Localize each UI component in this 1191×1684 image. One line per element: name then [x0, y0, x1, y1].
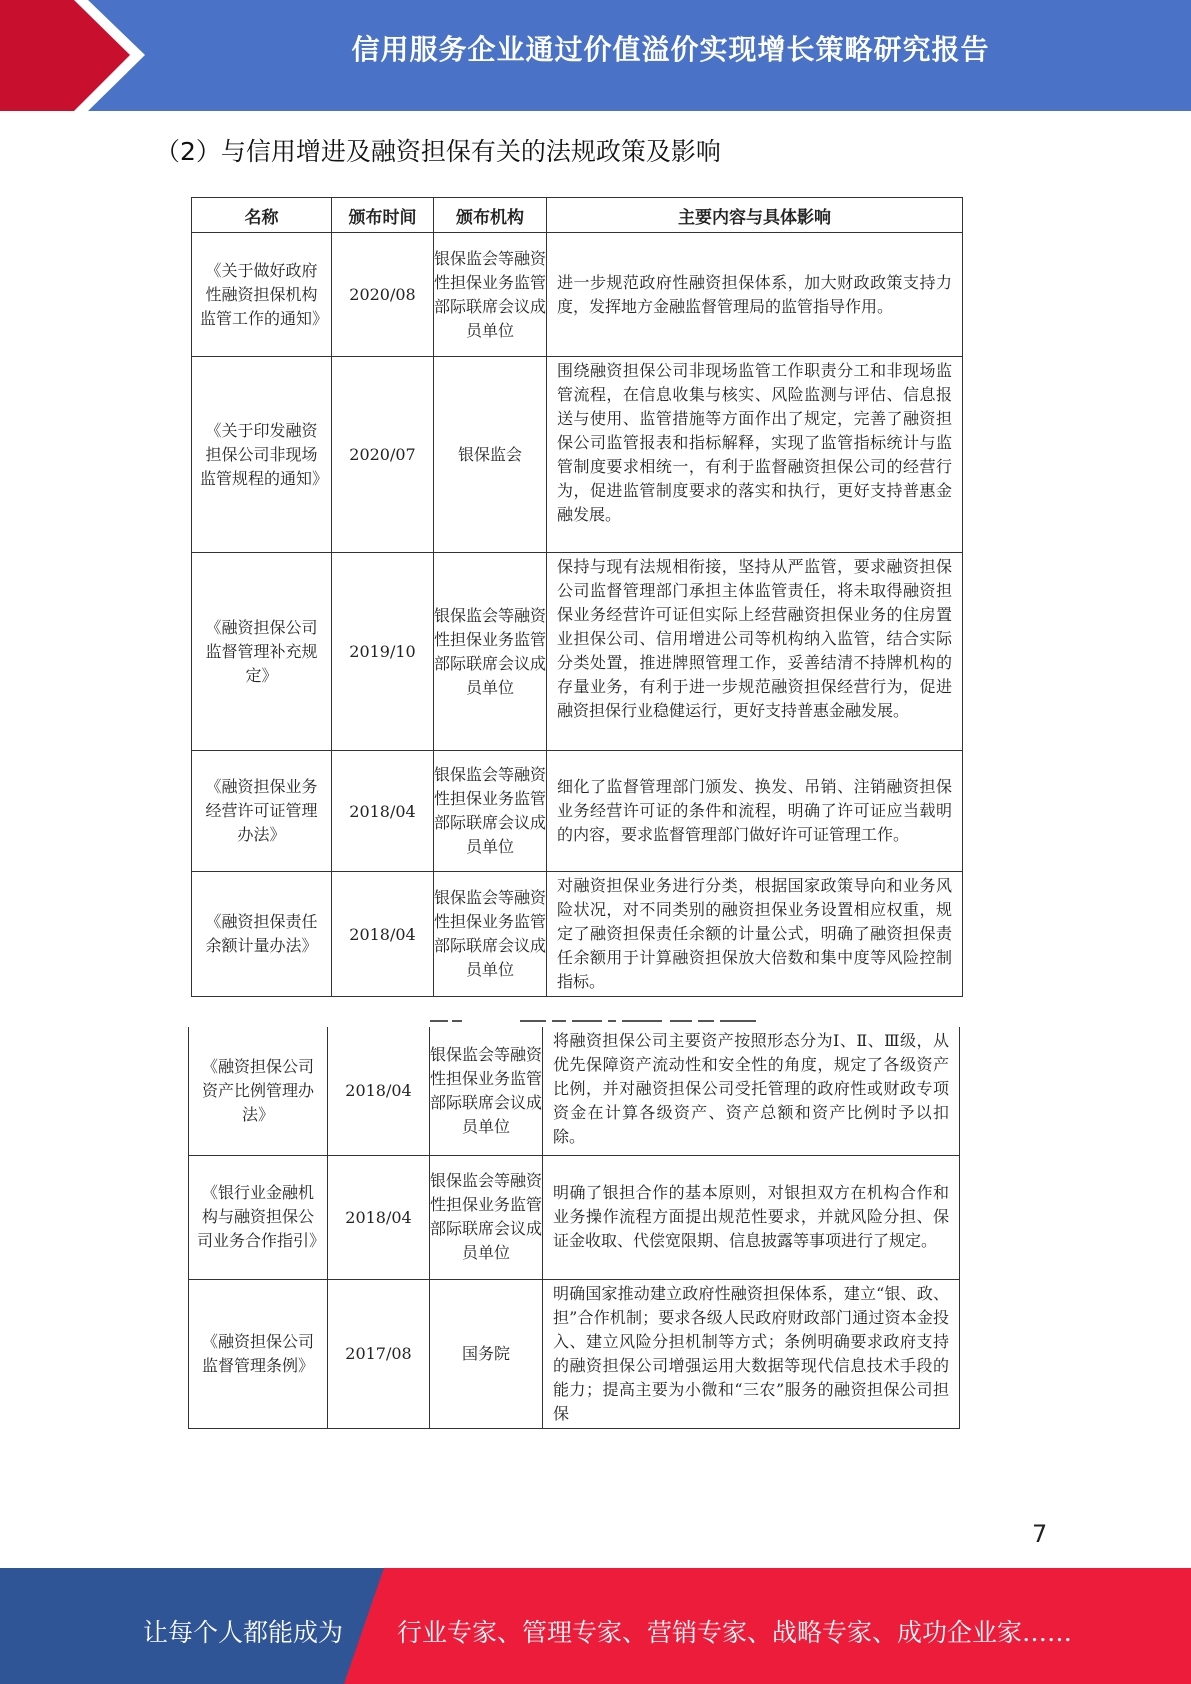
policy-org: 国务院	[430, 1279, 543, 1428]
policy-date: 2018/04	[332, 872, 434, 997]
table-row	[189, 1155, 960, 1279]
policy-date: 2018/04	[328, 1155, 430, 1279]
policy-content: 明确了银担合作的基本原则，对银担双方在机构合作和业务操作流程方面提出规范性要求，并就风险分担、保证金收取、代偿宽限期、信息披露等事项进行了规定。	[543, 1155, 960, 1279]
policy-date: 2018/04	[332, 751, 434, 872]
page-footer	[0, 1568, 1191, 1684]
header-org: 颁布机构	[434, 198, 547, 233]
table-row	[189, 1027, 960, 1155]
table-row	[192, 872, 963, 997]
header-content: 主要内容与具体影响	[547, 198, 963, 233]
table-header-row	[192, 198, 963, 233]
policy-org: 银保监会等融资性担保业务监管部际联席会议成员单位	[434, 872, 547, 997]
policy-date: 2020/08	[332, 233, 434, 357]
policy-org: 银保监会等融资性担保业务监管部际联席会议成员单位	[434, 751, 547, 872]
table-row	[192, 751, 963, 872]
page-number: 7	[1032, 1520, 1048, 1548]
policy-content: 将融资担保公司主要资产按照形态分为Ⅰ、Ⅱ、Ⅲ级，从优先保障资产流动性和安全性的角度，规定了各级资产比例，并对融资担保公司受托管理的政府性或财政专项资金在计算各级资产、资产总额和资产比例时予以扣除。	[543, 1027, 960, 1155]
policy-name: 《关于印发融资担保公司非现场监管规程的通知》	[192, 357, 332, 553]
table-row	[192, 233, 963, 357]
policy-date: 2018/04	[328, 1027, 430, 1155]
report-title: 信用服务企业通过价值溢价实现增长策略研究报告	[351, 33, 990, 66]
policy-org: 银保监会	[434, 357, 547, 553]
footer-slogan-left: 让每个人都能成为	[143, 1618, 344, 1647]
header-arrow-logo	[0, 0, 160, 111]
policy-content: 细化了监督管理部门颁发、换发、吊销、注销融资担保业务经营许可证的条件和流程，明确了许可证应当载明的内容，要求监督管理部门做好许可证管理工作。	[547, 751, 963, 872]
table-row	[192, 553, 963, 751]
policy-date: 2020/07	[332, 357, 434, 553]
policy-org: 银保监会等融资性担保业务监管部际联席会议成员单位	[430, 1155, 543, 1279]
footer-slogan-right: 行业专家、管理专家、营销专家、战略专家、成功企业家……	[397, 1618, 1073, 1647]
policy-table-part-1	[191, 197, 963, 997]
header-date: 颁布时间	[332, 198, 434, 233]
table-row	[189, 1279, 960, 1428]
policy-date: 2019/10	[332, 553, 434, 751]
policy-date: 2017/08	[328, 1279, 430, 1428]
policy-org: 银保监会等融资性担保业务监管部际联席会议成员单位	[430, 1027, 543, 1155]
policy-content: 明确国家推动建立政府性融资担保体系，建立“银、政、担”合作机制；要求各级人民政府财政部门通过资本金投入、建立风险分担机制等方式；条例明确要求政府支持的融资担保公司增强运用大数据等现代信息技术手段的能力；提高主要为小微和“三农”服务的融资担保公司担保	[543, 1279, 960, 1428]
policy-name: 《银行业金融机构与融资担保公司业务合作指引》	[189, 1155, 328, 1279]
policy-name: 《融资担保业务经营许可证管理办法》	[192, 751, 332, 872]
table-break-fragments	[190, 1018, 962, 1024]
policy-name: 《融资担保公司资产比例管理办法》	[189, 1027, 328, 1155]
policy-org: 银保监会等融资性担保业务监管部际联席会议成员单位	[434, 553, 547, 751]
policy-content: 围绕融资担保公司非现场监管工作职责分工和非现场监管流程，在信息收集与核实、风险监测与评估、信息报送与使用、监管措施等方面作出了规定，完善了融资担保公司监管报表和指标解释，实现了监管指标统计与监管制度要求相统一，有利于监督融资担保公司的经营行为，促进监管制度要求的落实和执行，更好支持普惠金融发展。	[547, 357, 963, 553]
table-row	[192, 357, 963, 553]
policy-org: 银保监会等融资性担保业务监管部际联席会议成员单位	[434, 233, 547, 357]
policy-content: 保持与现有法规相衔接，坚持从严监管，要求融资担保公司监督管理部门承担主体监管责任，将未取得融资担保业务经营许可证但实际上经营融资担保业务的住房置业担保公司、信用增进公司等机构纳入监管，结合实际分类处置，推进牌照管理工作，妥善结清不持牌机构的存量业务，有利于进一步规范融资担保经营行为，促进融资担保行业稳健运行，更好支持普惠金融发展。	[547, 553, 963, 751]
policy-name: 《融资担保公司监督管理条例》	[189, 1279, 328, 1428]
policy-content: 对融资担保业务进行分类，根据国家政策导向和业务风险状况，对不同类别的融资担保业务设置相应权重，规定了融资担保责任余额的计量公式，明确了融资担保责任余额用于计算融资担保放大倍数和集中度等风险控制指标。	[547, 872, 963, 997]
policy-name: 《融资担保公司监督管理补充规定》	[192, 553, 332, 751]
policy-name: 《融资担保责任余额计量办法》	[192, 872, 332, 997]
section-title: （2）与信用增进及融资担保有关的法规政策及影响	[155, 137, 721, 166]
page-header	[0, 0, 1191, 111]
policy-content: 进一步规范政府性融资担保体系，加大财政政策支持力度，发挥地方金融监督管理局的监管指导作用。	[547, 233, 963, 357]
header-name: 名称	[192, 198, 332, 233]
policy-name: 《关于做好政府性融资担保机构监管工作的通知》	[192, 233, 332, 357]
policy-table-part-2	[188, 1027, 960, 1429]
